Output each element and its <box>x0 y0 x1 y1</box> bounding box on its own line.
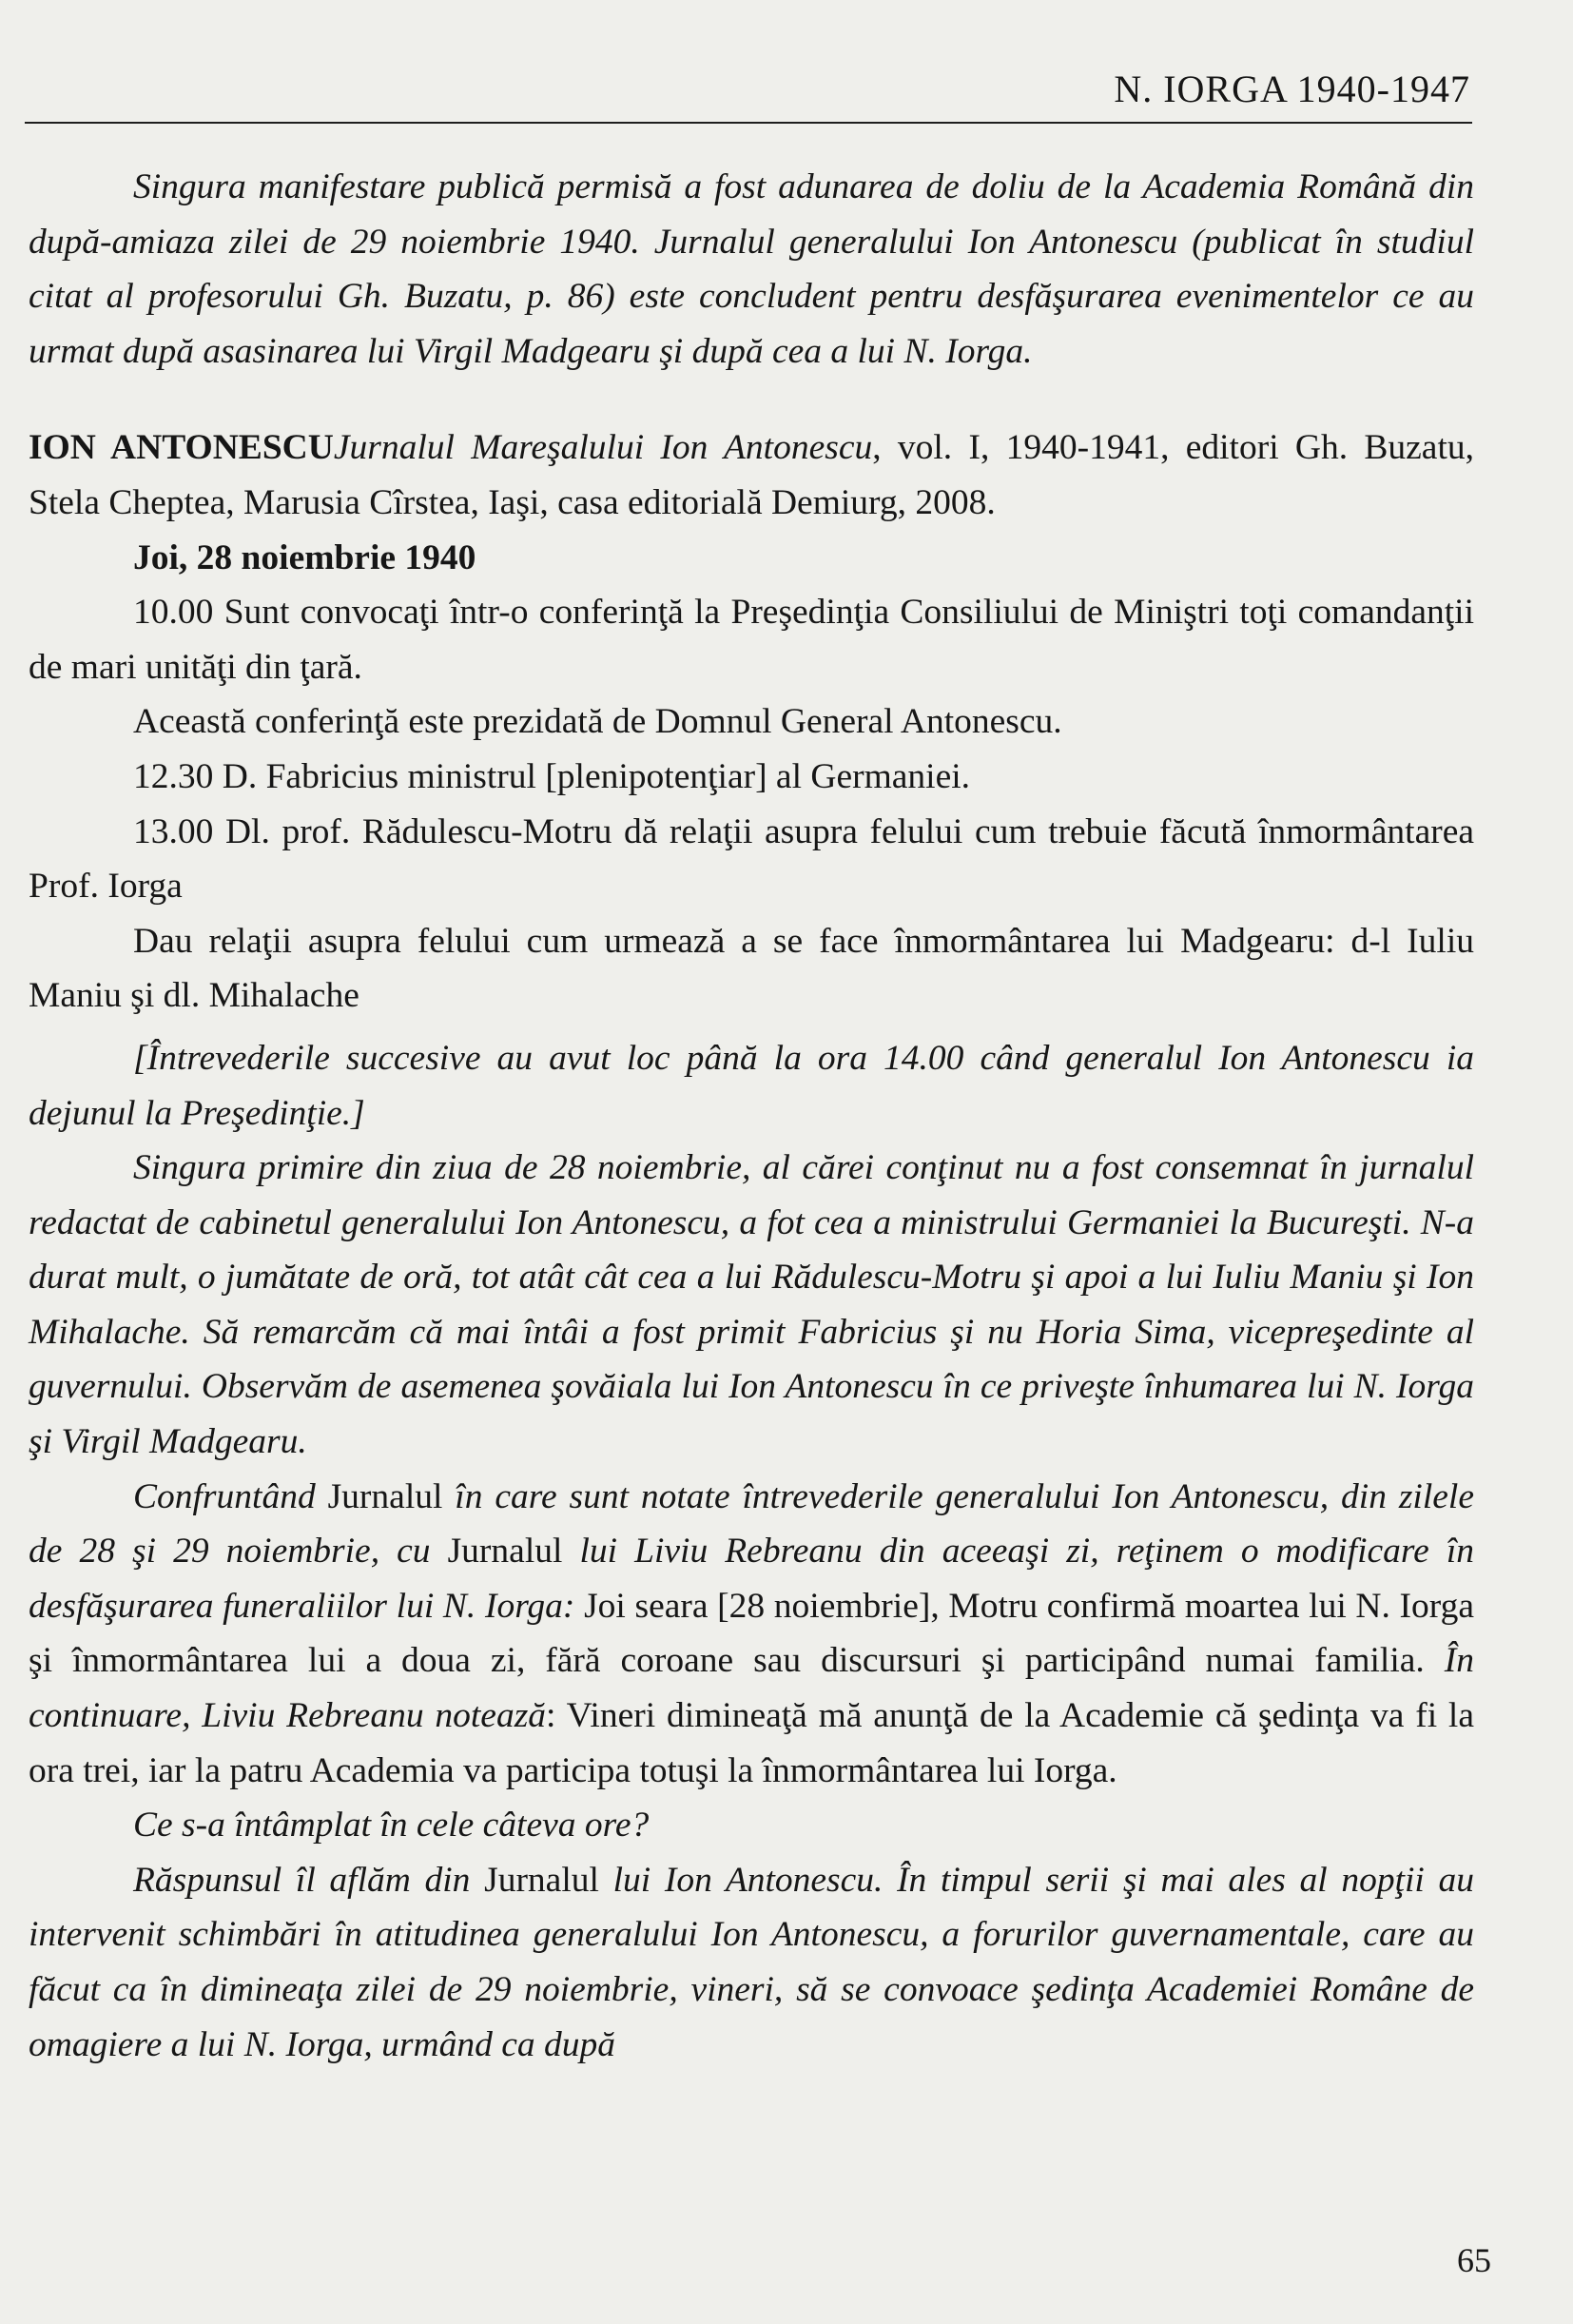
citation-work: Jurnalul Mareşalului Ion Antonescu <box>333 428 873 468</box>
header-rule <box>25 122 1472 124</box>
commentary-question: Ce s-a întâmplat în cele câteva ore? <box>133 1806 650 1846</box>
citation-details: , vol. I, 1940-1941, editori Gh. Buzatu, Stela Cheptea, Marusia Cîrstea, Iaşi, casa editorială Demiurg, 2008. <box>29 428 1474 522</box>
page-body <box>29 160 1474 2072</box>
editorial-bracket-note: [Întrevederile succesive au avut loc până la ora 14.00 când generalul Ion Antonescu ia dejunul la Preşedinţie.] <box>29 1038 1474 1133</box>
page-number: 65 <box>1457 2241 1491 2279</box>
journal-entry: Dau relaţii asupra felului cum urmează a se face înmormântarea lui Madgearu: d-l Iuliu Maniu şi dl. Mihalache <box>29 921 1474 1016</box>
commentary-paragraph: Singura primire din ziua de 28 noiembrie, al cărei conţinut nu a fost consemnat în jurnalul redactat de cabinetul generalului Ion Antonescu, a fot cea a ministrului Germaniei la Bucureşti. N-a durat mult, o jumătate de oră, tot atât cât cea a lui Rădulescu-Motru şi apoi a lui Iuliu Maniu şi Ion Mihalache. Să remarcăm că mai întâi a fost primit Fabricius şi nu Horia Sima, vicepreşedinte al guvernului. Observăm de asemenea şovăiala lui Ion Antonescu în ce priveşte înhumarea lui N. Iorga şi Virgil Madgearu. <box>29 1148 1474 1462</box>
source-citation <box>29 420 1474 530</box>
journal-entry: Această conferinţă este prezidată de Domnul General Antonescu. <box>133 702 1062 742</box>
running-title: N. IORGA 1940-1947 <box>1114 68 1470 110</box>
journal-date-heading: Joi, 28 noiembrie 1940 <box>133 537 476 577</box>
commentary-paragraph: Confruntând Jurnalul în care sunt notate întrevederile generalului Ion Antonescu, din zilele de 28 şi 29 noiembrie, cu Jurnalul lui Liviu Rebreanu din aceeaşi zi, reţinem o modificare în desfăşurarea funeraliilor lui N. Iorga: Joi seara [28 noiembrie], Motru confirmă moartea lui N. Iorga şi înmormântarea lui a doua zi, fără coroane sau discursuri şi participând numai familia. În continuare, Liviu Rebreanu notează: Vineri dimineaţă mă anunţă de la Academie că şedinţa va fi la ora trei, iar la patru Academia va participa totuşi la înmormântarea lui Iorga. <box>29 1476 1474 1790</box>
intro-paragraph: Singura manifestare publică permisă a fost adunarea de doliu de la Academia Română din după-amiaza zilei de 29 noiembrie 1940. Jurnalul generalului Ion Antonescu (publicat în studiul citat al profesorului Gh. Buzatu, p. 86) este concludent pentru desfăşurarea evenimentelor ce au urmat după asasinarea lui Virgil Madgearu şi după cea a lui N. Iorga. <box>29 167 1474 371</box>
journal-entry: 13.00 Dl. prof. Rădulescu-Motru dă relaţii asupra felului cum trebuie făcută înmormântarea Prof. Iorga <box>29 811 1474 907</box>
journal-entry: 10.00 Sunt convocaţi într-o conferinţă la Preşedinţia Consiliului de Miniştri toţi comandanţii de mari unităţi din ţară. <box>29 593 1474 687</box>
journal-entry: 12.30 D. Fabricius ministrul [plenipotenţiar] al Germaniei. <box>133 756 971 796</box>
citation-author: ION ANTONESCU <box>29 428 334 468</box>
commentary-paragraph: Răspunsul îl aflăm din Jurnalul lui Ion Antonescu. În timpul serii şi mai ales al nopţii au intervenit schimbări în atitudinea generalului Ion Antonescu, a forurilor guvernamentale, care au făcut ca în dimineaţa zilei de 29 noiembrie, vineri, să se convoace şedinţa Academiei Române de omagiere a lui N. Iorga, urmând ca după <box>29 1860 1474 2064</box>
